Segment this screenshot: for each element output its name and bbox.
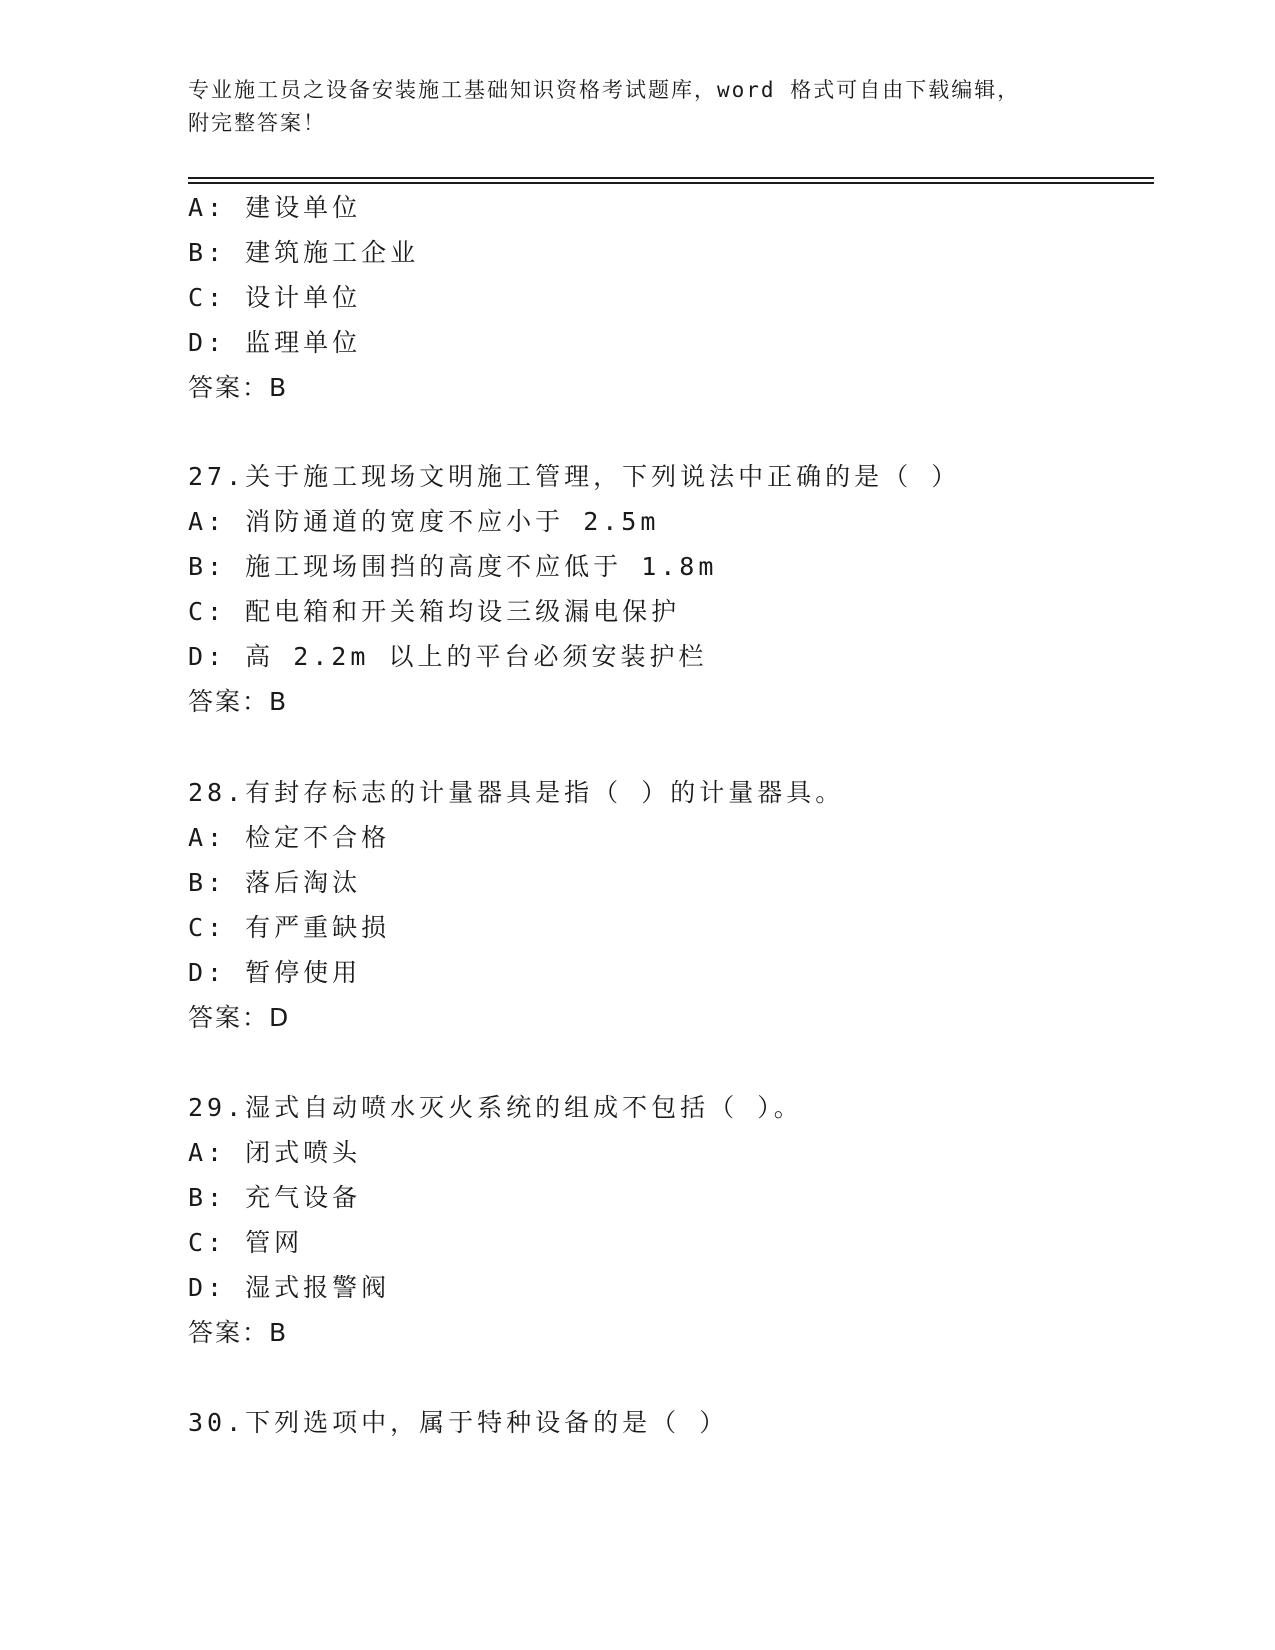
- q27-option-c: C: 配电箱和开关箱均设三级漏电保护: [188, 597, 681, 626]
- q29-option-a: A: 闭式喷头: [188, 1138, 362, 1167]
- q28-question: 28.有封存标志的计量器具是指（ ）的计量器具。: [188, 778, 845, 807]
- q27-option-a: A: 消防通道的宽度不应小于 2.5m: [188, 507, 660, 536]
- q30-question: 30.下列选项中，属于特种设备的是（ ）: [188, 1408, 729, 1437]
- q28-answer: 答案：D: [188, 1003, 291, 1032]
- q29-option-d: D: 湿式报警阀: [188, 1273, 391, 1302]
- q28-option-c: C: 有严重缺损: [188, 913, 391, 942]
- q29-question: 29.湿式自动喷水灭火系统的组成不包括（ ）。: [188, 1093, 803, 1122]
- document-header: [188, 74, 1088, 140]
- q28-option-d: D: 暂停使用: [188, 958, 362, 987]
- q27-question: 27.关于施工现场文明施工管理，下列说法中正确的是（ ）: [188, 462, 961, 491]
- header-divider-bottom: [188, 182, 1154, 184]
- header-divider-top: [188, 177, 1154, 179]
- q26-answer: 答案：B: [188, 373, 289, 402]
- q27-answer: 答案：B: [188, 687, 289, 716]
- q26-option-d: D: 监理单位: [188, 328, 362, 357]
- header-line-1: 专业施工员之设备安装施工基础知识资格考试题库，word 格式可自由下载编辑，: [188, 78, 1021, 102]
- q27-option-d: D: 高 2.2m 以上的平台必须安装护栏: [188, 642, 708, 671]
- q26-option-a: A: 建设单位: [188, 193, 362, 222]
- header-line-2: 附完整答案！: [188, 111, 326, 135]
- q27-option-b: B: 施工现场围挡的高度不应低于 1.8m: [188, 552, 718, 581]
- q29-option-c: C: 管网: [188, 1228, 304, 1257]
- q29-option-b: B: 充气设备: [188, 1183, 362, 1212]
- q28-option-b: B: 落后淘汰: [188, 868, 362, 897]
- q28-option-a: A: 检定不合格: [188, 823, 391, 852]
- q26-option-c: C: 设计单位: [188, 283, 362, 312]
- q26-option-b: B: 建筑施工企业: [188, 238, 420, 267]
- q29-answer: 答案：B: [188, 1318, 289, 1347]
